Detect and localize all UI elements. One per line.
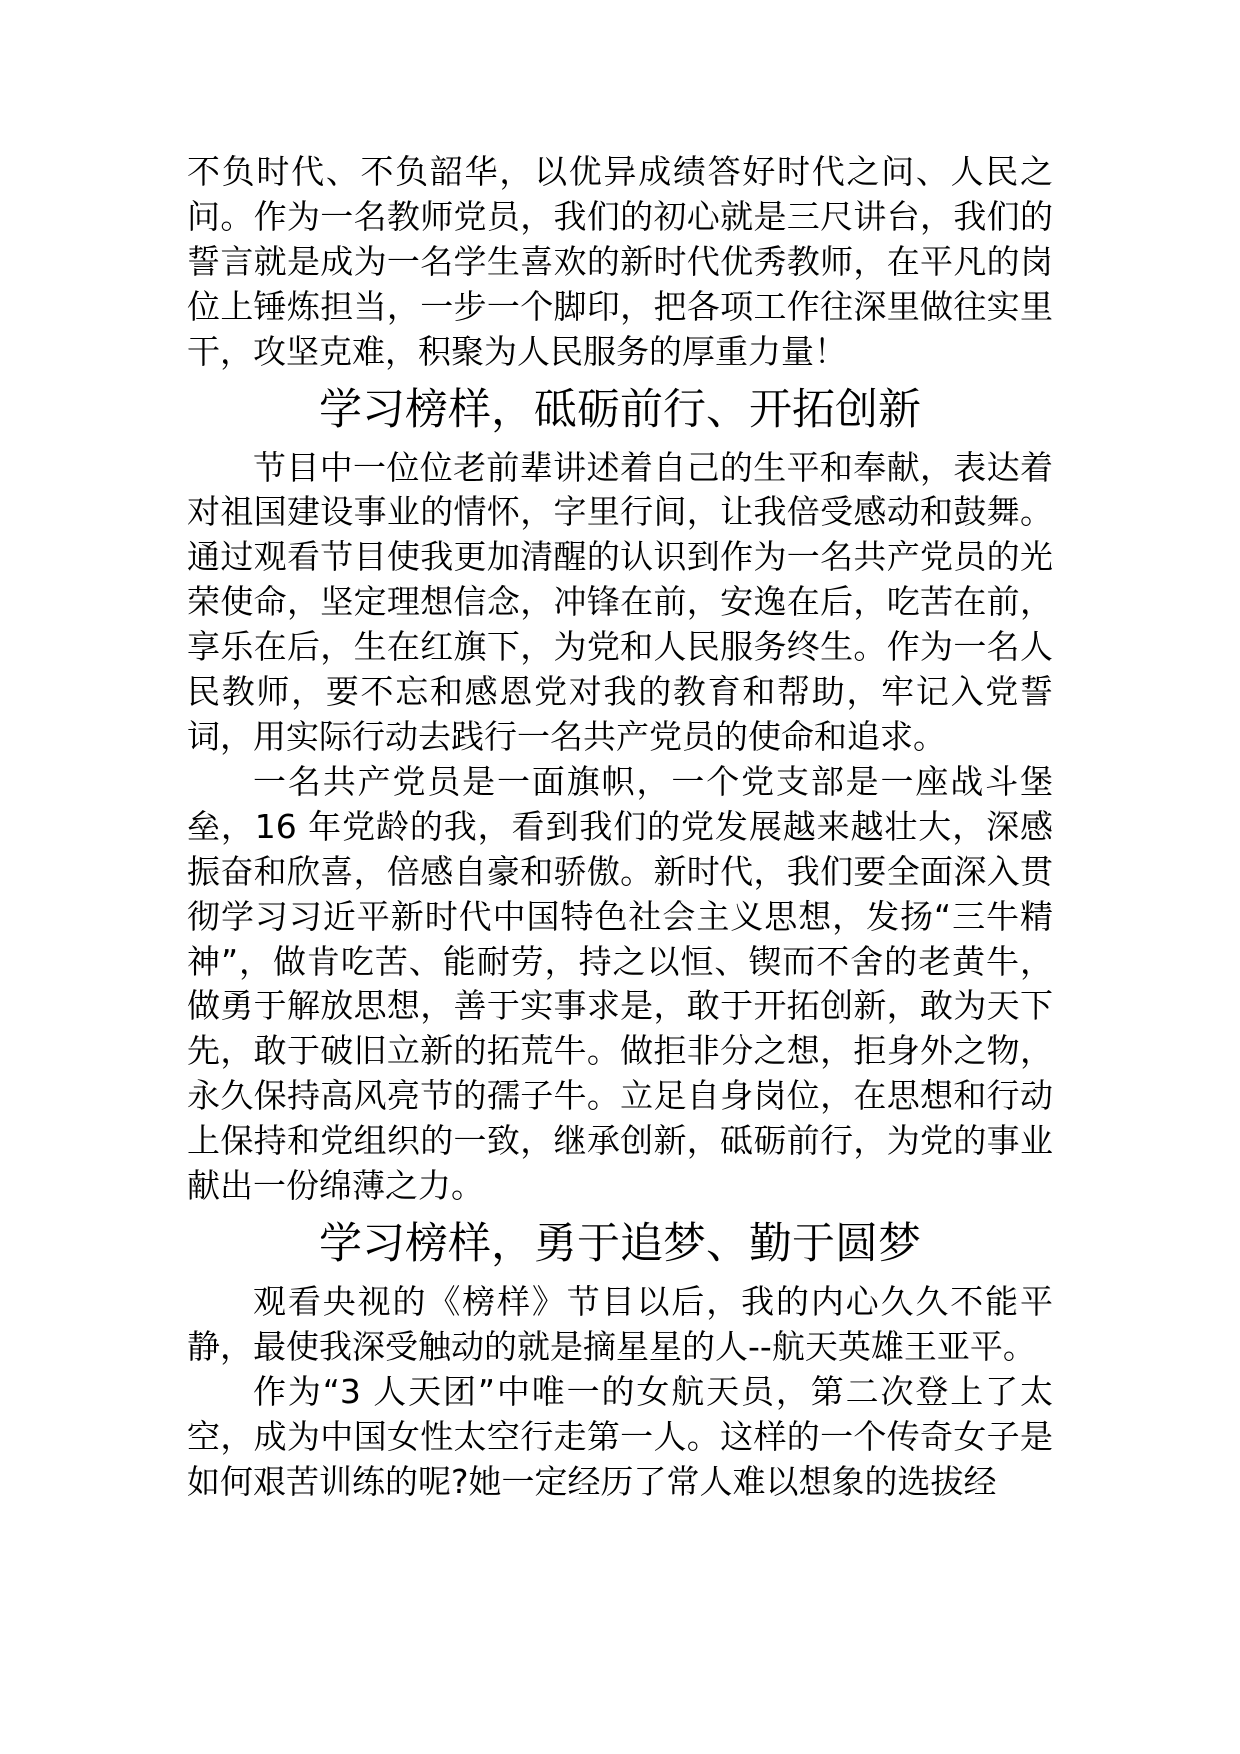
body-paragraph: 节目中一位位老前辈讲述着自己的生平和奉献，表达着对祖国建设事业的情怀，字里行间，让我倍受感动和鼓舞。通过观看节目使我更加清醒的认识到作为一名共产党员的光荣使命，坚定理想信念，冲锋在前，安逸在后，吃苦在前，享乐在后，生在红旗下，为党和人民服务终生。作为一名人民教师，要不忘和感恩党对我的教育和帮助，牢记入党誓词，用实际行动去践行一名共产党员的使命和追求。: [187, 447, 1053, 756]
body-paragraph: 一名共产党员是一面旗帜，一个党支部是一座战斗堡垒，16 年党龄的我，看到我们的党发展越来越壮大，深感振奋和欣喜，倍感自豪和骄傲。新时代，我们要全面深入贯彻学习习近平新时代中国特色社会主义思想，发扬“三牛精神”，做肯吃苦、能耐劳，持之以恒、锲而不舍的老黄牛，做勇于解放思想，善于实事求是，敢于开拓创新，敢为天下先，敢于破旧立新的拓荒牛。做拒非分之想，拒身外之物，永久保持高风亮节的孺子牛。立足自身岗位，在思想和行动上保持和党组织的一致，继承创新，砥砺前行，为党的事业献出一份绵薄之力。: [187, 761, 1053, 1206]
document-page: [187, 150, 1053, 1504]
body-paragraph: 观看央视的《榜样》节目以后，我的内心久久不能平静，最使我深受触动的就是摘星星的人--航天英雄王亚平。: [187, 1281, 1053, 1366]
section-heading: 学习榜样，勇于追梦、勤于圆梦: [319, 1218, 921, 1269]
body-paragraph: 作为“3 人天团”中唯一的女航天员，第二次登上了太空，成为中国女性太空行走第一人。这样的一个传奇女子是如何艰苦训练的呢?她一定经历了常人难以想象的选拔经: [187, 1371, 1053, 1501]
section-heading: 学习榜样，砥砺前行、开拓创新: [319, 384, 921, 435]
body-paragraph: 不负时代、不负韶华，以优异成绩答好时代之问、人民之问。作为一名教师党员，我们的初心就是三尺讲台，我们的誓言就是成为一名学生喜欢的新时代优秀教师，在平凡的岗位上锤炼担当，一步一个脚印，把各项工作往深里做往实里干，攻坚克难，积聚为人民服务的厚重力量！: [187, 152, 1053, 371]
